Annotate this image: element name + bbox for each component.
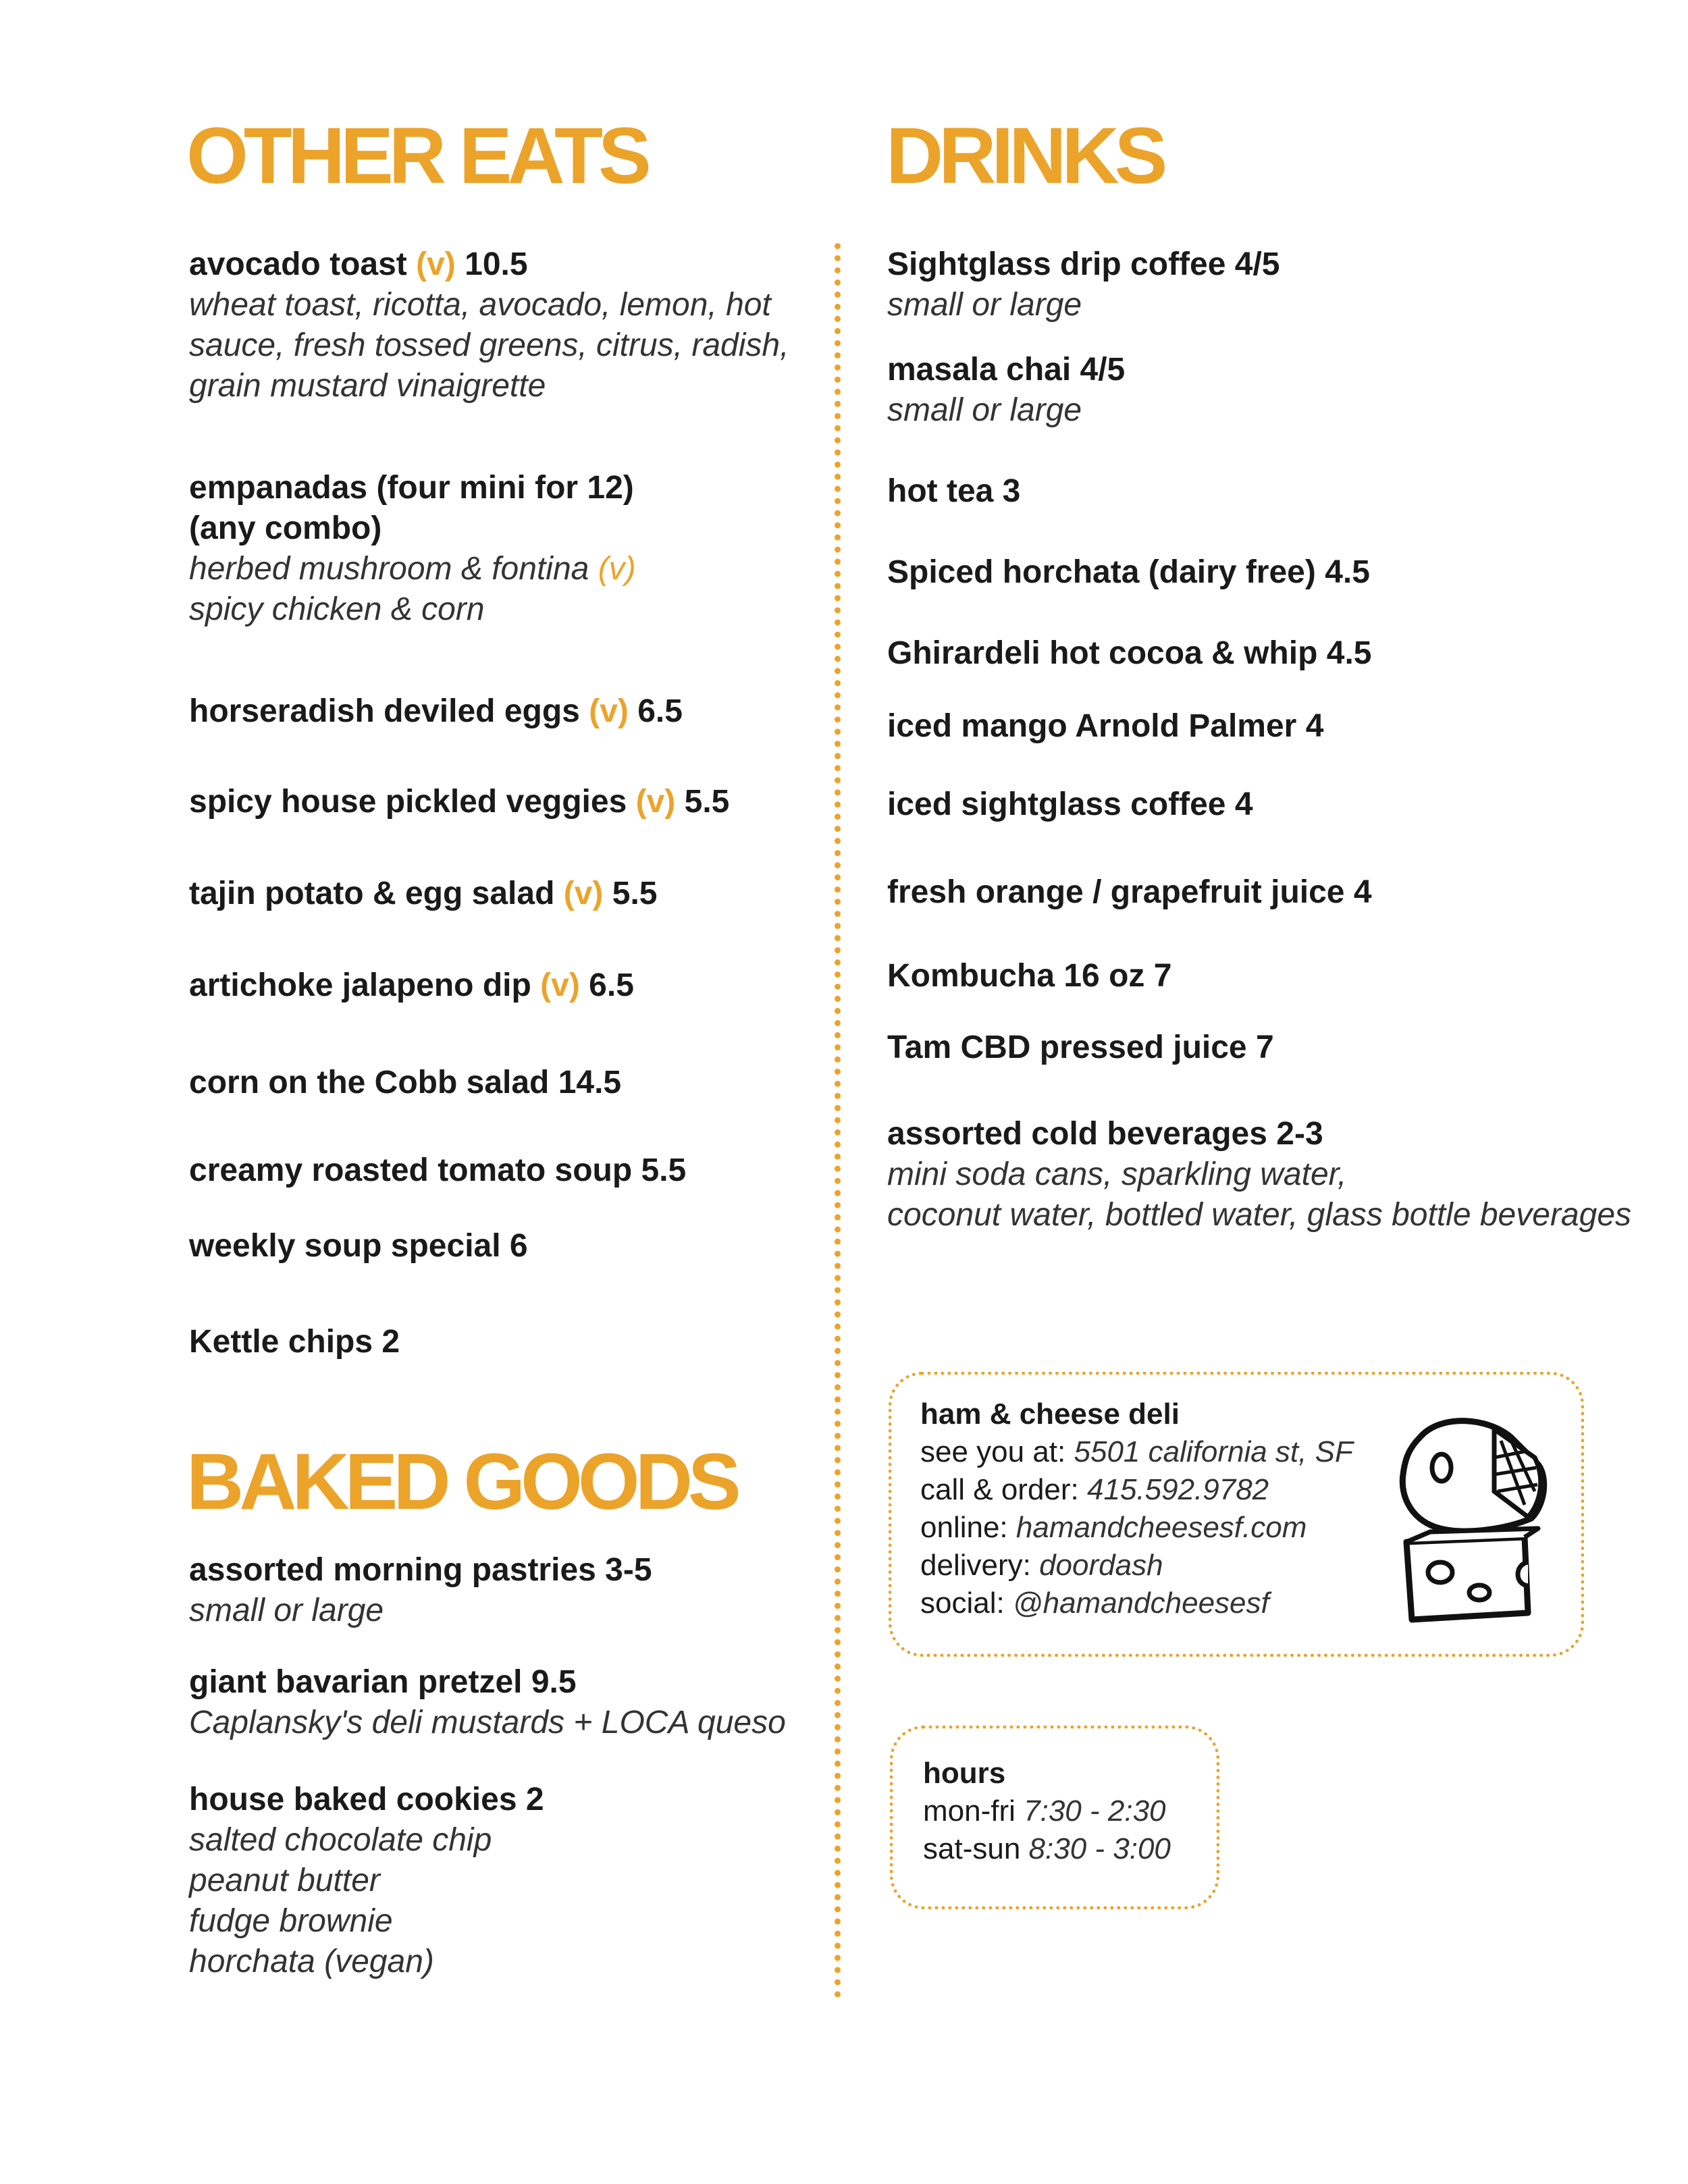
deli-info-box xyxy=(889,1372,1584,1657)
address-value: 5501 california st, SF xyxy=(1074,1435,1353,1468)
item-name: assorted morning pastries 3-5 xyxy=(189,1552,652,1588)
menu-item-artichoke-dip xyxy=(189,965,634,1006)
item-description: sauce, fresh tossed greens, citrus, radish, xyxy=(189,327,789,363)
item-description: small or large xyxy=(887,287,1082,323)
item-description: small or large xyxy=(189,1593,384,1628)
menu-item-kettle-chips: Kettle chips 2 xyxy=(189,1324,400,1360)
item-description: grain mustard vinaigrette xyxy=(189,368,546,404)
item-price: 5.5 xyxy=(612,876,658,911)
delivery-value: doordash xyxy=(1039,1549,1163,1582)
hours-weekend: sat-sun 8:30 - 3:00 xyxy=(923,1832,1171,1865)
vegetarian-tag: (v) xyxy=(598,551,636,587)
social-handle[interactable]: @hamandcheesesf xyxy=(1012,1587,1269,1620)
drink-item-cbd-juice: Tam CBD pressed juice 7 xyxy=(887,1030,1274,1065)
item-name: empanadas (four mini for 12) xyxy=(189,470,634,506)
phone-value[interactable]: 415.592.9782 xyxy=(1087,1473,1269,1506)
item-description: small or large xyxy=(887,392,1082,428)
item-name: tajin potato & egg salad xyxy=(189,876,555,911)
deli-name: ham & cheese deli xyxy=(920,1397,1180,1431)
drink-item-cold-beverages xyxy=(887,1114,1631,1235)
item-description: Caplansky's deli mustards + LOCA queso xyxy=(189,1705,786,1740)
vegetarian-tag: (v) xyxy=(563,876,604,911)
baked-goods-heading: BAKED GOODS xyxy=(186,1437,737,1526)
vegetarian-tag: (v) xyxy=(635,784,676,820)
vegetarian-tag: (v) xyxy=(540,967,580,1003)
drink-item-masala-chai xyxy=(887,350,1125,431)
ham-and-cheese-icon xyxy=(1393,1410,1562,1626)
menu-item-pretzel xyxy=(189,1662,786,1743)
menu-item-soup-special: weekly soup special 6 xyxy=(189,1228,528,1264)
item-price: 6.5 xyxy=(589,967,634,1003)
other-eats-heading: OTHER EATS xyxy=(186,111,647,201)
item-description: herbed mushroom & fontina xyxy=(189,551,589,587)
hours-weekday-value: 7:30 - 2:30 xyxy=(1024,1794,1166,1828)
hours-weekday: mon-fri 7:30 - 2:30 xyxy=(923,1794,1166,1828)
menu-item-pastries xyxy=(189,1550,652,1631)
phone-line: call & order: 415.592.9782 xyxy=(920,1473,1269,1506)
item-description: spicy chicken & corn xyxy=(189,591,485,627)
item-description: wheat toast, ricotta, avocado, lemon, hot xyxy=(189,287,771,323)
delivery-line: delivery: doordash xyxy=(920,1549,1163,1582)
drinks-heading: DRINKS xyxy=(886,111,1163,201)
menu-item-empanadas xyxy=(189,468,636,630)
social-line: social: @hamandcheesesf xyxy=(920,1587,1269,1620)
hours-box xyxy=(890,1726,1219,1909)
drink-item-hot-tea: hot tea 3 xyxy=(887,473,1021,509)
hours-title: hours xyxy=(923,1757,1006,1790)
item-name: spicy house pickled veggies xyxy=(189,784,627,820)
item-name-line2: (any combo) xyxy=(189,510,382,546)
item-price: 6.5 xyxy=(637,693,683,729)
item-name: house baked cookies 2 xyxy=(189,1782,544,1817)
drink-item-iced-coffee: iced sightglass coffee 4 xyxy=(887,787,1253,822)
item-description: coconut water, bottled water, glass bottle beverages xyxy=(887,1197,1632,1233)
vegetarian-tag: (v) xyxy=(589,693,629,729)
website-line: online: hamandcheesesf.com xyxy=(920,1511,1307,1544)
menu-item-potato-egg-salad xyxy=(189,874,657,914)
hours-weekend-value: 8:30 - 3:00 xyxy=(1028,1832,1171,1865)
item-description: salted chocolate chip xyxy=(189,1822,492,1858)
item-name: assorted cold beverages 2-3 xyxy=(887,1116,1323,1152)
item-description: fudge brownie xyxy=(189,1903,393,1939)
vegetarian-tag: (v) xyxy=(416,246,456,282)
item-name: horseradish deviled eggs xyxy=(189,693,580,729)
drink-item-drip-coffee xyxy=(887,244,1280,325)
item-description: horchata (vegan) xyxy=(189,1944,434,1979)
item-description: mini soda cans, sparkling water, xyxy=(887,1156,1347,1192)
drink-item-arnold-palmer: iced mango Arnold Palmer 4 xyxy=(887,708,1324,744)
item-price: 5.5 xyxy=(684,784,730,820)
address-line: see you at: 5501 california st, SF xyxy=(920,1435,1353,1468)
item-name: artichoke jalapeno dip xyxy=(189,967,531,1003)
menu-item-deviled-eggs xyxy=(189,691,683,732)
drink-item-horchata: Spiced horchata (dairy free) 4.5 xyxy=(887,554,1370,590)
website-link[interactable]: hamandcheesesf.com xyxy=(1016,1511,1307,1544)
item-description: peanut butter xyxy=(189,1863,380,1898)
menu-item-tomato-soup: creamy roasted tomato soup 5.5 xyxy=(189,1152,687,1188)
item-price: 10.5 xyxy=(465,246,528,282)
item-name: giant bavarian pretzel 9.5 xyxy=(189,1664,577,1700)
menu-item-pickled-veggies xyxy=(189,782,729,822)
item-name: masala chai 4/5 xyxy=(887,352,1126,388)
drink-item-juice: fresh orange / grapefruit juice 4 xyxy=(887,874,1372,910)
item-name: avocado toast xyxy=(189,246,407,282)
menu-item-cookies xyxy=(189,1780,544,1982)
drink-item-kombucha: Kombucha 16 oz 7 xyxy=(887,958,1172,994)
drink-item-hot-cocoa: Ghirardeli hot cocoa & whip 4.5 xyxy=(887,635,1372,671)
menu-item-cobb-salad: corn on the Cobb salad 14.5 xyxy=(189,1065,622,1100)
menu-item-avocado-toast xyxy=(189,244,789,406)
item-name: Sightglass drip coffee 4/5 xyxy=(887,246,1280,282)
column-divider xyxy=(835,243,841,1998)
